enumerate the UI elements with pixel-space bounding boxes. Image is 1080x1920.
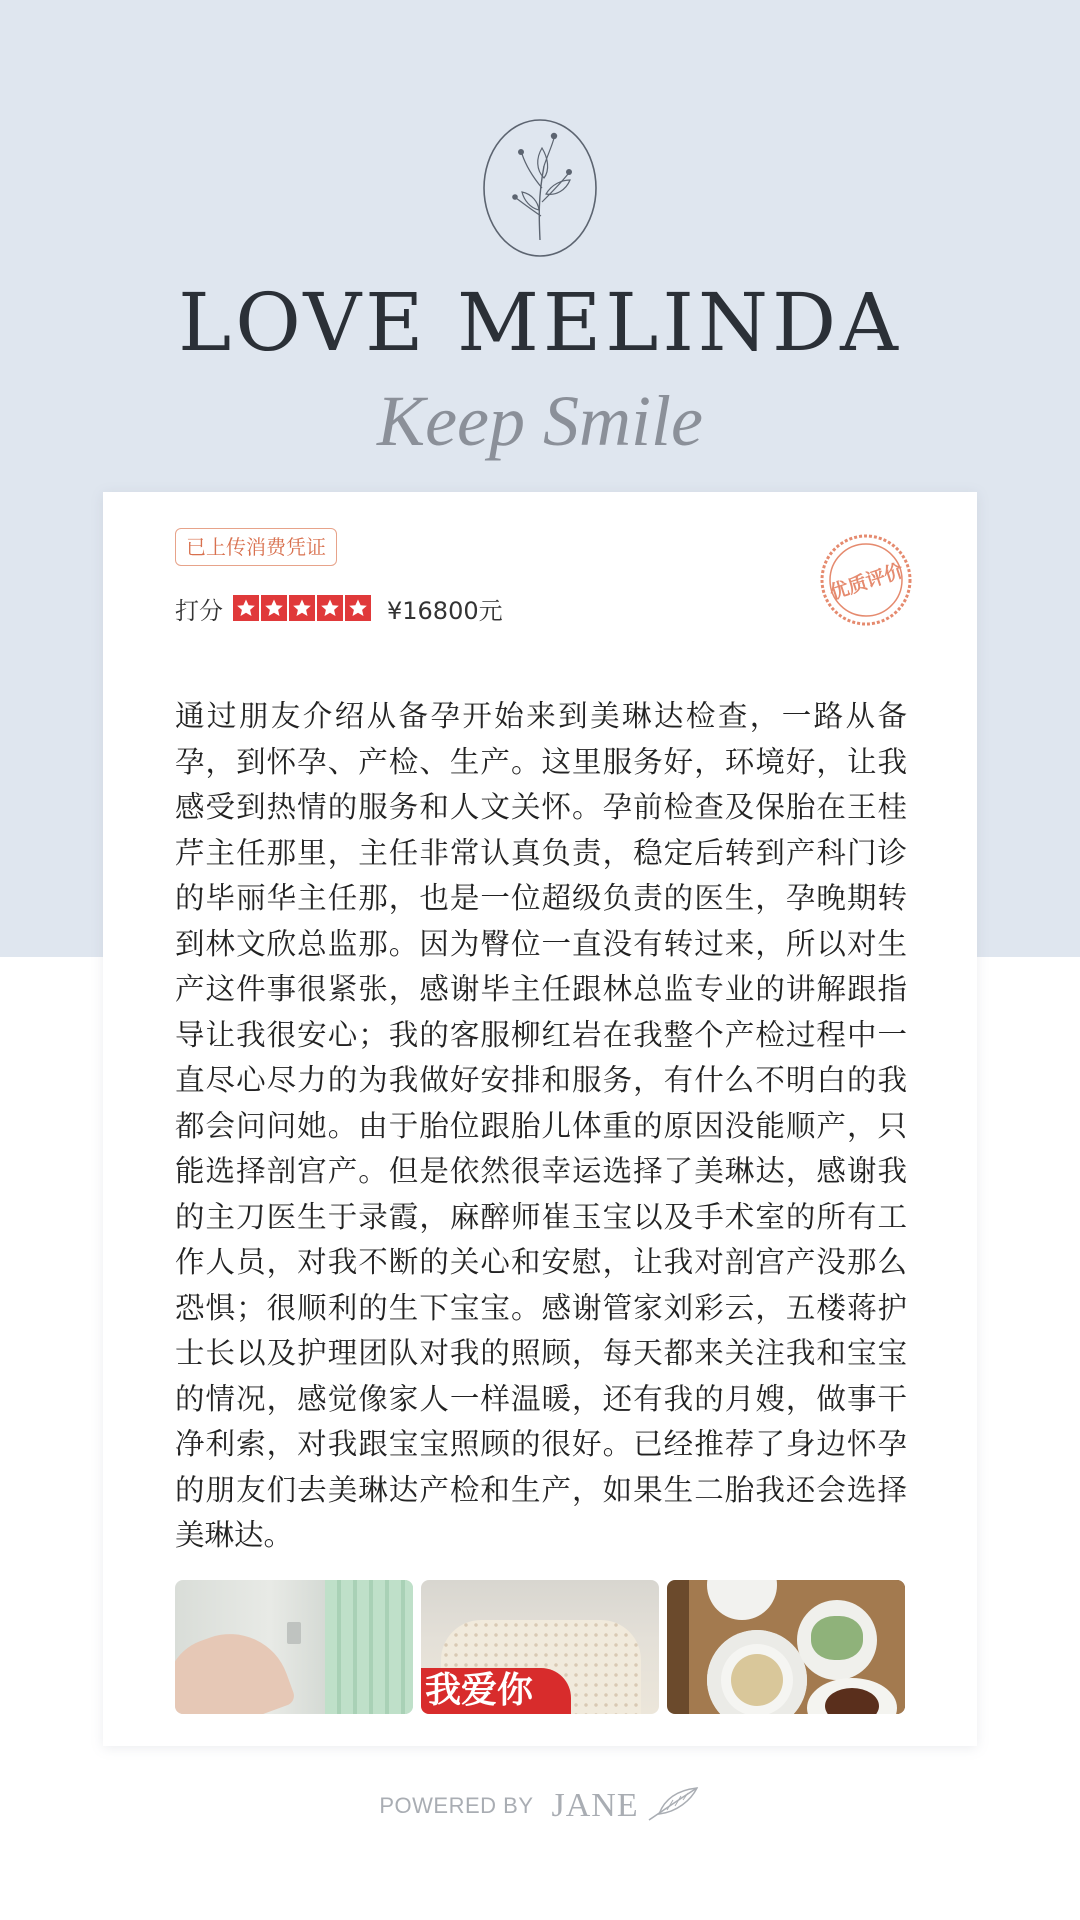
photo-hospital-hand[interactable] <box>175 1580 413 1714</box>
star-icon <box>233 595 259 621</box>
feather-icon <box>645 1784 701 1828</box>
footer-brand: JANE <box>551 1787 639 1824</box>
review-photos <box>175 1580 905 1714</box>
footer <box>0 1784 1080 1828</box>
star-icon <box>345 595 371 621</box>
quality-review-stamp-icon <box>818 532 914 628</box>
photo-baby-blanket[interactable] <box>421 1580 659 1714</box>
review-text: 通过朋友介绍从备孕开始来到美琳达检查，一路从备孕，到怀孕、产检、生产。这里服务好，环境好，让我感受到热情的服务和人文关怀。孕前检查及保胎在王桂芹主任那里，主任非常认真负责，稳定后转到产科门诊的毕丽华主任那，也是一位超级负责的医生，孕晚期转到林文欣总监那。因为臀位一直没有转过来，所以对生产这件事很紧张，感谢毕主任跟林总监专业的讲解跟指导让我很安心；我的客服柳红岩在我整个产检过程中一直尽心尽力的为我做好安排和服务，有什么不明白的我都会问问她。由于胎位跟胎儿体重的原因没能顺产，只能选择剖宫产。但是依然很幸运选择了美琳达，感谢我的主刀医生于录霞，麻醉师崔玉宝以及手术室的所有工作人员，对我不断的关心和安慰，让我对剖宫产没那么恐惧；很顺利的生下宝宝。感谢管家刘彩云，五楼蒋护士长以及护理团队对我的照顾，每天都来关注我和宝宝的情况，感觉像家人一样温暖，还有我的月嫂，做事干净利索，对我跟宝宝照顾的很好。已经推荐了身边怀孕的朋友们去美琳达产检和生产，如果生二胎我还会选择美琳达。 <box>175 699 907 1552</box>
brand-title: LOVE MELINDA <box>178 276 902 369</box>
stamp-text: 优质评价 <box>827 559 907 605</box>
rating-label: 打分 <box>175 596 223 625</box>
photo-meal-tray[interactable] <box>667 1580 905 1714</box>
powered-by-label: POWERED BY <box>379 1793 534 1818</box>
star-rating <box>233 595 373 621</box>
leaf-sprig-oval-icon <box>482 118 598 258</box>
rating-row <box>175 588 503 628</box>
price-value: ¥16800元 <box>387 596 503 625</box>
review-card <box>103 492 977 1746</box>
star-icon <box>261 595 287 621</box>
brand-tagline: Keep Smile <box>377 381 703 461</box>
star-icon <box>317 595 343 621</box>
photo-visible-text: 我爱你 <box>425 1670 534 1711</box>
receipt-uploaded-badge: 已上传消费凭证 <box>175 528 337 566</box>
star-icon <box>289 595 315 621</box>
